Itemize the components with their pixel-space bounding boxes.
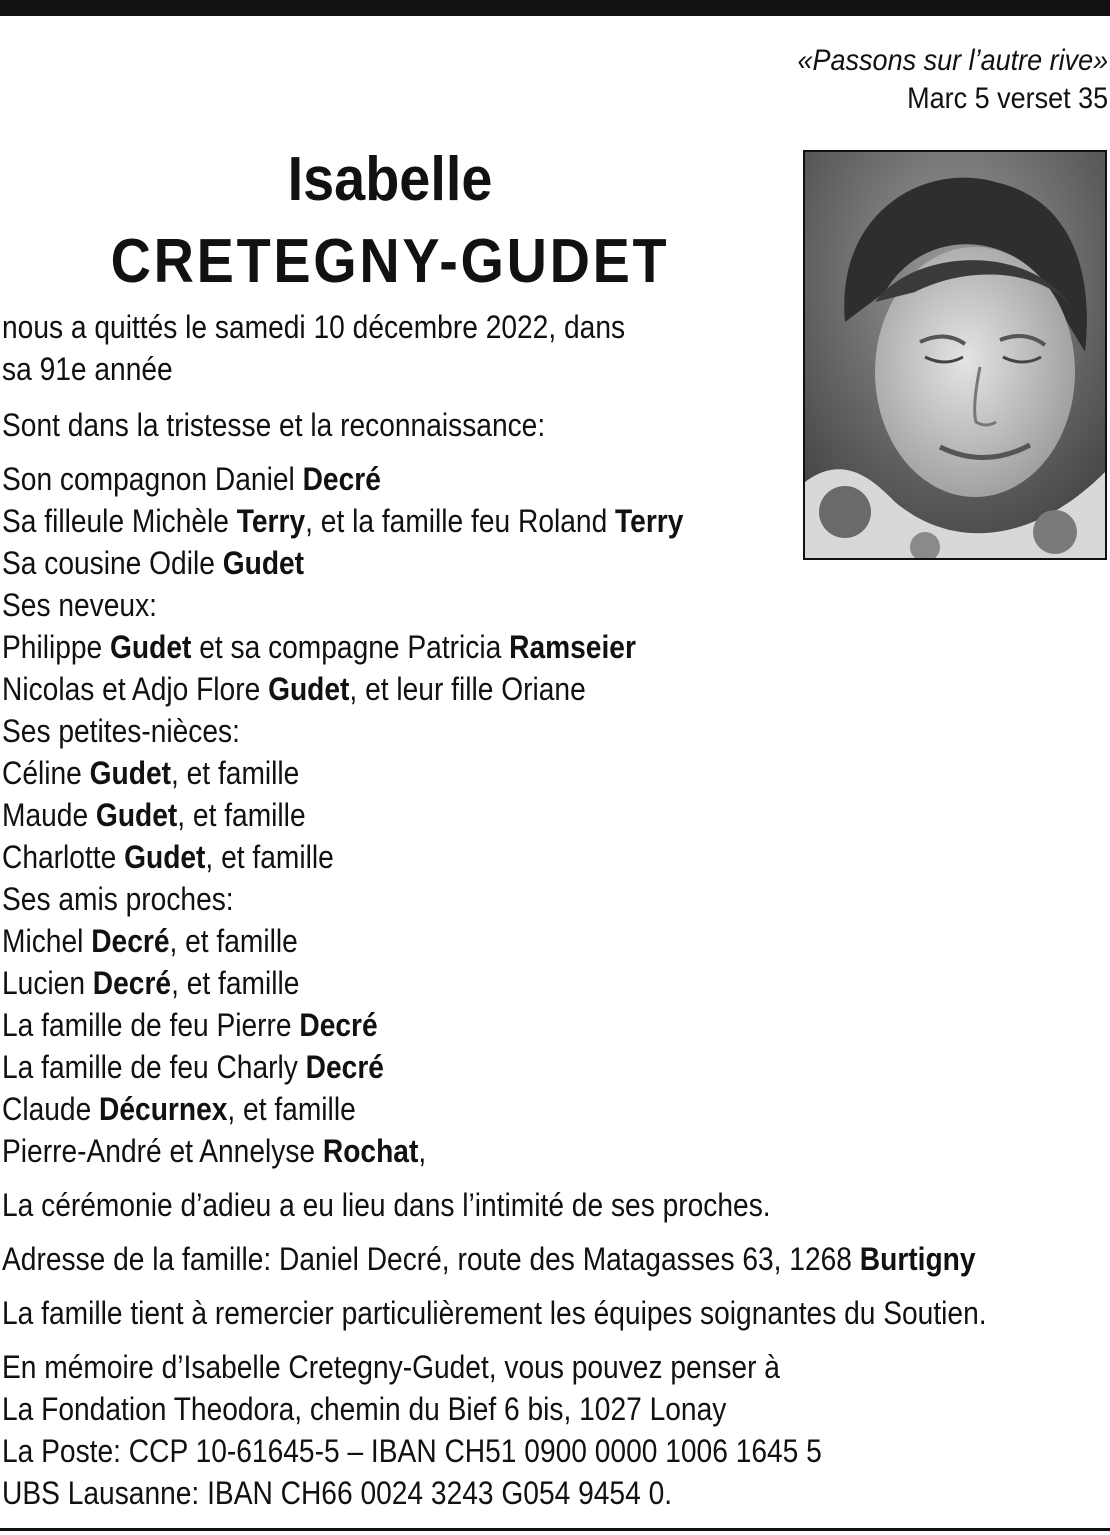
mourner-line: La famille de feu Pierre Decré <box>2 1007 378 1043</box>
mourner-line: Sa cousine Odile Gudet <box>2 545 305 581</box>
epigraph-reference: Marc 5 verset 35 <box>906 82 1108 115</box>
memorial-line: UBS Lausanne: IBAN CH66 0024 3243 G054 9454 0. <box>2 1475 673 1511</box>
mourner-line: Sa filleule Michèle Terry, et la famille feu Roland Terry <box>2 503 684 539</box>
mourner-line: Nicolas et Adjo Flore Gudet, et leur fille Oriane <box>2 671 586 707</box>
memorial-line: La Poste: CCP 10-61645-5 – IBAN CH51 0900 0000 1006 1645 5 <box>2 1433 822 1469</box>
epigraph <box>797 42 1108 118</box>
mourner-line: Claude Décurnex, et famille <box>2 1091 356 1127</box>
bottom-rule <box>0 1528 1110 1531</box>
mourner-line: Philippe Gudet et sa compagne Patricia Ramseier <box>2 629 636 665</box>
memorial-line: En mémoire d’Isabelle Cretegny-Gudet, vous pouvez penser à <box>2 1349 780 1385</box>
mourner-line: Pierre-André et Annelyse Rochat, <box>2 1133 427 1169</box>
mourner-group-heading: Ses amis proches: <box>2 881 234 917</box>
mourner-line: Charlotte Gudet, et famille <box>2 839 334 875</box>
mourner-line: La famille de feu Charly Decré <box>2 1049 384 1085</box>
mourner-line: Son compagnon Daniel Decré <box>2 461 381 497</box>
deceased-last-name: CRETEGNY-GUDET <box>110 227 670 296</box>
deceased-first-name: Isabelle <box>287 145 493 214</box>
portrait-illustration <box>805 152 1105 558</box>
epigraph-quote: «Passons sur l’autre rive» <box>797 44 1108 77</box>
top-rule <box>0 0 1110 16</box>
portrait-photo <box>803 150 1107 560</box>
memorial-line: La Fondation Theodora, chemin du Bief 6 bis, 1027 Lonay <box>2 1391 727 1427</box>
mourners-heading: Sont dans la tristesse et la reconnaissance: <box>2 407 546 443</box>
mourner-line: Michel Decré, et famille <box>2 923 298 959</box>
mourner-group-heading: Ses neveux: <box>2 587 157 623</box>
mourner-group-heading: Ses petites-nièces: <box>2 713 240 749</box>
intro-line-2: sa 91e année <box>2 351 173 387</box>
mourner-line: Céline Gudet, et famille <box>2 755 300 791</box>
family-address: Adresse de la famille: Daniel Decré, route des Matagasses 63, 1268 Burtigny <box>2 1241 976 1277</box>
mourner-line: Maude Gudet, et famille <box>2 797 306 833</box>
ceremony-notice: La cérémonie d’adieu a eu lieu dans l’intimité de ses proches. <box>2 1187 771 1223</box>
mourner-line: Lucien Decré, et famille <box>2 965 300 1001</box>
thanks-notice: La famille tient à remercier particulièrement les équipes soignantes du Soutien. <box>2 1295 987 1331</box>
intro-line-1: nous a quittés le samedi 10 décembre 2022, dans <box>2 309 626 345</box>
